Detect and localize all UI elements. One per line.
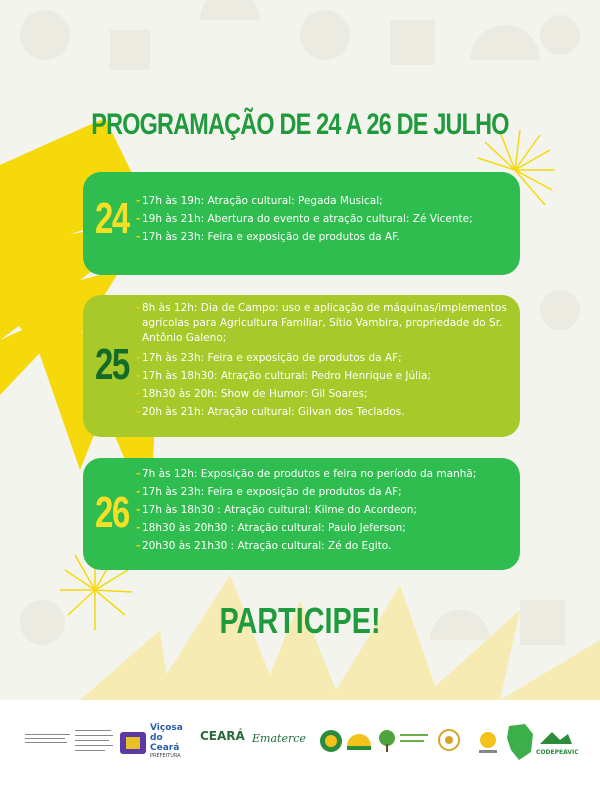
logo-ematerce: Ematerce: [252, 732, 306, 745]
list-item: - 17h às 18h30: Atração cultural: Pedro Henrique e Júlia;: [136, 367, 532, 385]
list-item: - 17h às 18h30 : Atração cultural: Kilme do Acordeon;: [136, 501, 476, 519]
schedule-list-25: [136, 301, 532, 421]
list-item: - 20h às 21h: Atração cultural: Gilvan dos Teclados.: [136, 403, 532, 421]
list-item: - 8h às 12h: Dia de Campo: uso e aplicação de máquinas/implementos agrícolas para Agricultura Familiar, Sítio Vambira, propriedade do Sr. Antônio Galeno;: [136, 301, 532, 346]
schedule-card-25: [83, 295, 520, 437]
list-item: - 17h às 23h: Feira e exposição de produtos da AF;: [136, 349, 532, 367]
call-to-action: PARTICIPE!: [219, 600, 381, 641]
page-title: PROGRAMAÇÃO DE 24 A 26 DE JULHO: [91, 108, 509, 141]
logo-codeavic: CODEPEAVIC: [536, 730, 579, 756]
schedule-list-24: [136, 192, 473, 246]
list-item: - 17h às 19h: Atração cultural: Pegada Musical;: [136, 192, 473, 210]
day-number-25: 25: [95, 340, 129, 389]
list-item: - 18h30 às 20h: Show de Humor: Gil Soares;: [136, 385, 532, 403]
schedule-list-26: [136, 465, 476, 555]
list-item: - 7h às 12h: Exposição de produtos e feira no período da manhã;: [136, 465, 476, 483]
logo-ceara: CEARÁ: [200, 729, 245, 743]
logo-ceara-map: [505, 722, 535, 762]
list-item: - 20h30 às 21h30 : Atração cultural: Zé do Egito.: [136, 537, 476, 555]
schedule-card-24: [83, 172, 520, 275]
logo-vicosa-brasao: [118, 728, 148, 756]
list-item: - 18h30 às 20h30 : Atração cultural: Paulo Jeferson;: [136, 519, 476, 537]
list-item: - 17h às 23h: Feira e exposição de produtos da AF;: [136, 483, 476, 501]
logo-secretaria-desenvolvimento: [75, 728, 115, 754]
schedule-card-26: [83, 458, 520, 570]
logo-tree: [376, 728, 398, 754]
day-number-24: 24: [95, 194, 129, 243]
logo-sun-badge: [475, 728, 501, 758]
list-item: - 19h às 21h: Abertura do evento e atração cultural: Zé Vicente;: [136, 210, 473, 228]
logo-vicosa: Viçosa do Ceará PREFEITURA: [150, 723, 183, 759]
logo-seal-green: [318, 728, 344, 754]
logo-secretaria-cultura: [25, 728, 70, 750]
logo-partner-text: [400, 728, 430, 750]
logo-round-emblem: [437, 728, 461, 752]
logo-sunrise: [345, 728, 373, 754]
day-number-26: 26: [95, 488, 129, 537]
list-item: - 17h às 23h: Feira e exposição de produtos da AF.: [136, 228, 473, 246]
